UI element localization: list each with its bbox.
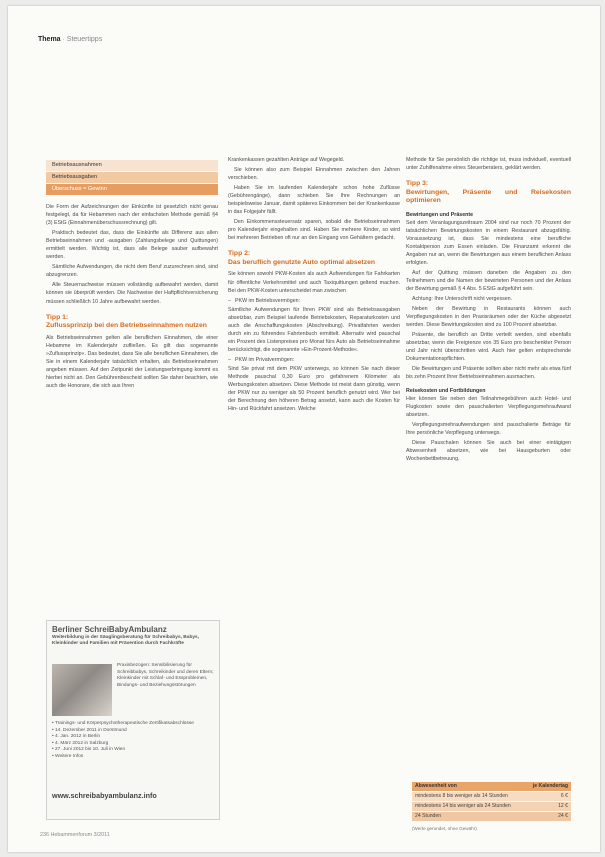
column-3 — [406, 156, 571, 465]
paragraph: Sämtliche Aufwendungen, die nicht dem Beruf zuzurechnen sind, sind abzugrenzen. — [46, 264, 218, 279]
table-cell: 24 € — [558, 813, 568, 819]
paragraph: Alle Steuernachweise müssen vollständig aufbewahrt werden, damit können sie überprüft werden. Die Nachweise der Haftpflichtversicherung müssen schließlich 10 Jahre aufbewahrt werden. — [46, 282, 218, 305]
section-label: Thema — [38, 36, 61, 43]
legend-item-income: Betriebsausnahmen — [46, 160, 218, 171]
paragraph: Sie können also zum Beispiel Einnahmen zwischen den Jahren verschieben. — [228, 167, 400, 182]
ad-title: Berliner SchreiBabyAmbulanz — [52, 625, 167, 634]
paragraph: Verpflegungsmehraufwendungen sind pauschalierte Beträge für Ihre persönliche Verpflegung unterwegs. — [406, 421, 571, 436]
bullet-item: – PKW im Privatvermögen: — [228, 356, 400, 364]
column-header: Abwesenheit von — [415, 783, 457, 789]
paragraph: Hier können Sie neben den Teilnahmegebühren auch Hotel- und Flugkosten sowie den pauschalierten Verpflegungsmehraufwand absetzen. — [406, 395, 571, 418]
paragraph: Auf der Quittung müssen daneben die Angaben zu den Teilnehmern und die Namen der bewirteten Personen und der Anlass der Bewirtung gemäß § 4 Abs. 5 EStG aufgeführt sein. — [406, 269, 571, 293]
paragraph: Praktisch bedeutet das, dass die Einkünfte als Differenz aus allen Betriebseinnahmen und -ausgaben (Zahlungsbelege und Quittungen) ermittelt werden. Wichtig ist, dass alle Belege sauber aufbewahrt werden. — [46, 230, 218, 261]
ad-url-link[interactable]: www.schreibabyambulanz.info — [52, 791, 157, 800]
paragraph: Methode für Sie persönlich die richtige ist, muss individuell, eventuell unter Zuhilfenahme eines Steuerberaters, geklärt werden. — [406, 157, 571, 172]
subheading: Reisekosten und Fortbildungen — [406, 387, 486, 394]
tip-number: Tipp 3: — [406, 180, 429, 188]
page-footer: 236 Hebammenforum 3/2011 — [40, 832, 110, 838]
paragraph: Den Einkommenssteuersatz sparen, sobald die Betriebseinnahmen pro Kalenderjahr eingehalten sind. Haben Sie mehrere Kinder, so wird bei mehreren Betrieben oft nur an den Eingang von Gehältern gedacht. — [228, 219, 400, 242]
legend-item-profit: Überschuss = Gewinn — [46, 184, 218, 195]
subheading: Bewirtungen und Präsente — [406, 211, 474, 218]
allowance-table — [412, 782, 571, 822]
paragraph: Haben Sie im laufenden Kalenderjahr schon hohe Zuflüsse (Gebührengänge), dann schieben Sie Ihre Rechnungen an beispielsweise Januar, damit späteres Einkommen bei der Krankenkasse in das Folgejahr fällt. — [228, 185, 400, 216]
table-note: (Werte gerundet, ohne Gewähr) — [412, 826, 477, 831]
paragraph: Sämtliche Aufwendungen für Ihren PKW sind als Betriebsausgaben absetzbar, zum Beispiel laufende Betriebskosten, Reparaturkosten und auch die Anschaffungskosten (Abschreibung). Privatfahrten werden durch ein zu führendes Fahrtenbuch ermittelt. Alternativ wird pauschal ein Prozent des Listenpreises pro Monat fürs Auto als Betriebseinnahme berücksichtigt, die sogenannte »Ein-Prozent-Methode«. — [228, 306, 400, 353]
table-header — [412, 782, 571, 791]
paragraph: Sie können sowohl PKW-Kosten als auch Aufwendungen für Fahrkarten für öffentliche Verkehrsmittel und auch Taxiquittungen geltend machen. Bei den PKW-Kosten unterscheidet man zwischen — [228, 271, 400, 294]
list-item: • 27. Juni 2012 bis 10. Juli in Wien — [52, 747, 214, 754]
table-cell: mindestens 8 bis weniger als 14 Stunden — [415, 793, 508, 799]
column-header: je Kalendertag — [532, 783, 568, 789]
table-cell: 12 € — [558, 803, 568, 809]
legend-item-expense: Betriebsausgaben — [46, 172, 218, 183]
tip-number: Tipp 2: — [228, 250, 251, 258]
paragraph: Die Bewirtungen und Präsente sollten aber nicht mehr als etwa fünf bis zehn Prozent Ihrer Betriebseinnahmen ausmachen. — [406, 366, 571, 381]
running-header — [38, 36, 102, 43]
paragraph: Als Betriebseinnahmen gelten alle beruflichen Einnahmen, die einer Hebamme im Kalenderjahr zufließen. Es gilt das sogenannte »Zuflussprinzip«. Das bedeutet, dass Sie alle beruflichen Einnahmen, die Sie in einem Kalenderjahr tatsächlich erhalten, als Betriebseinnahmen angeben müssen. Auf den Zeitpunkt der Leistungserbringung kommt es hierbei nicht an. Den Gebührenbescheid sollten Sie daher beachten, wie auch die Honorare, die sich aus Ihren — [46, 334, 218, 389]
legend — [46, 160, 218, 196]
table-row — [412, 812, 571, 821]
list-item: • Weitere Infos — [52, 754, 214, 761]
tip-number: Tipp 1: — [46, 313, 69, 321]
table-cell: 6 € — [560, 793, 568, 799]
tip-heading: Das beruflich genutzte Auto optimal absetzen — [228, 258, 376, 266]
ad-photo — [52, 664, 112, 716]
tip-heading: Zuflussprinzip bei den Betriebseinnahmen nutzen — [46, 322, 207, 330]
topic-label: · Steuertipps — [62, 36, 103, 43]
ad-subtitle: Weiterbildung in der Säuglingsberatung für Schreibabys, Babys, Kleinkinder und Familien mit Prävention durch Fachkräfte — [52, 635, 200, 647]
column-1 — [46, 203, 218, 392]
page — [8, 6, 600, 852]
list-item: • 4. März 2012 in Salzburg — [52, 741, 214, 748]
paragraph: Präsente, die beruflich an Dritte verteilt werden, sind ebenfalls absetzbar, wenn die Freigrenze von 35 Euro pro beschenkter Person und Jahr nicht überschritten wird. Auch hier gelten entsprechende Dokumentationspflichten. — [406, 332, 571, 363]
paragraph: Die Form der Aufzeichnungen der Einkünfte ist gesetzlich nicht genau festgelegt, da für Hebammen nach der einfachsten Methode gemäß §4 (3) EStG (Einnahmenüberschussrechnung) gilt. — [46, 204, 218, 227]
paragraph: Seit dem Veranlagungszeitraum 2004 sind nur noch 70 Prozent der tatsächlichen Bewirtungskosten in einem Restaurant abzugsfähig. Voraussetzung ist, dass Sie mindestens eine berufliche Kontaktperson zum Essen einladen. Die Finanzamt erkennt die Angaben nur an, wenn die Bewirtungen aus einem beruflichen Anlass erfolgten. — [406, 219, 571, 266]
list-item: • 4. Jan. 2012 in Berlin — [52, 734, 214, 741]
paragraph: Krankenkassen gezahlten Anträge auf Wegegeld. — [228, 157, 345, 163]
advertisement-box — [46, 620, 220, 820]
table-cell: 24 Stunden — [415, 813, 442, 819]
tip-heading: Bewirtungen, Präsente und Reisekosten optimieren — [406, 188, 571, 205]
paragraph: Diese Pauschalen können Sie auch bei einer eintägigen Abwesenheit absetzen, wie bei Hausgeburten oder Wochenbettbetreuung. — [406, 439, 571, 462]
paragraph: Sind Sie privat mit dem PKW unterwegs, so können Sie nach dieser Methode pauschal 0,30 Euro pro gefahrenem Kilometer als Werbungskosten absetzen. Diese Methode ist meist dann günstig, wenn der PKW nur zu weniger als 50 Prozent beruflich genutzt wird. Wer bei der Berechnung den höheren Betrag ansetzt, kann auch die Kosten für Hin- und Rückfahrt ansetzen. Welche — [228, 365, 400, 413]
paragraph: Neben der Bewirtung in Restaurants können auch Verpflegungskosten in den Praxisräumen oder der Küche abgesetzt werden. Diese Bewirtungskosten sind zu 100 Prozent absetzbar. — [406, 306, 571, 329]
table-cell: mindestens 14 bis weniger als 24 Stunden — [415, 803, 511, 809]
ad-list — [52, 721, 214, 760]
ad-text: Praxisbezogen: Sensibilisierung für Schreibbabys, Schreikinder und deren Eltern; Kleinkinder mit Schlaf- und Essproblemen, Bindungs- und Beziehungsstörungen — [117, 663, 214, 688]
table-row — [412, 792, 571, 801]
column-2 — [228, 156, 400, 415]
bullet-item: – PKW im Betriebsvermögen: — [228, 297, 400, 305]
list-item: • Trainings- und Körperpsychotherapeutische Zertifikatsabschlüsse — [52, 721, 214, 728]
list-item: • 14. Dezember 2011 in Dorstmund — [52, 728, 214, 735]
table-row — [412, 802, 571, 811]
paragraph: Achtung: Ihre Unterschrift nicht vergessen. — [412, 296, 513, 303]
